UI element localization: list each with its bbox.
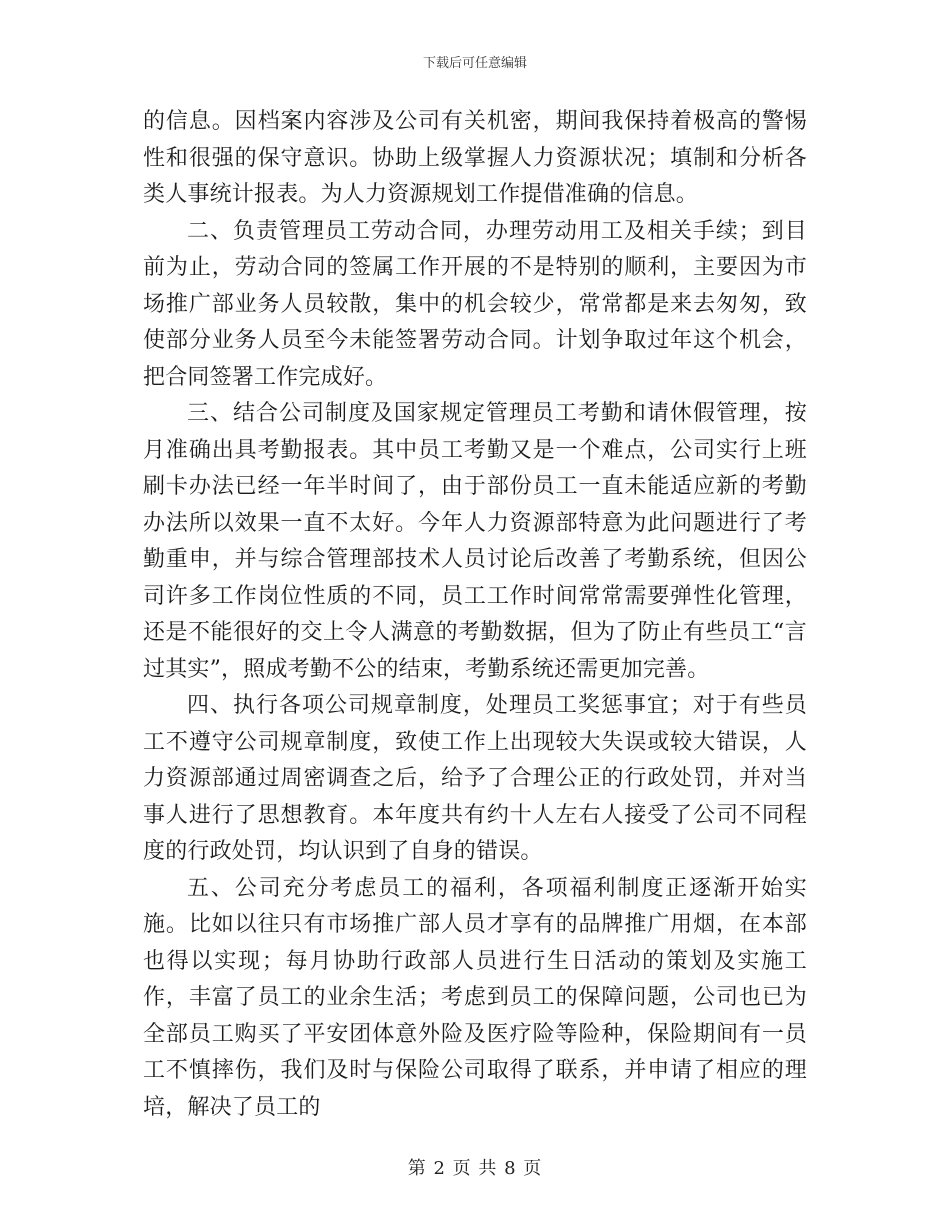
- paragraph: 二、负责管理员工劳动合同，办理劳动用工及相关手续；到目前为止，劳动合同的签属工作开展的不是特别的顺利，主要因为市场推广部业务人员较散，集中的机会较少，常常都是来去匆匆，致使部分业务人员至今未能签署劳动合同。计划争取过年这个机会，把合同签署工作完成好。: [143, 218, 807, 390]
- paragraph: 四、执行各项公司规章制度，处理员工奖惩事宜；对于有些员工不遵守公司规章制度，致使工作上出现较大失误或较大错误，人力资源部通过周密调查之后，给予了合理公正的行政处罚，并对当事人进行了思想教育。本年度共有约十人左右人接受了公司不同程度的行政处罚，均认识到了自身的错误。: [143, 693, 807, 864]
- page-header-note: 下载后可任意编辑: [422, 56, 527, 71]
- page-number-footer: 第 2 页 共 8 页: [407, 1158, 543, 1179]
- paragraph: 五、公司充分考虑员工的福利，各项福利制度正逐渐开始实施。比如以往只有市场推广部人员才享有的品牌推广用烟，在本部也得以实现；每月协助行政部人员进行生日活动的策划及实施工作，丰富了员工的业余生活；考虑到员工的保障问题，公司也已为全部员工购买了平安团体意外险及医疗险等险种，保险期间有一员工不慎摔伤，我们及时与保险公司取得了联系，并申请了相应的理培，解决了员工的: [143, 875, 807, 1120]
- paragraph: 的信息。因档案内容涉及公司有关机密，期间我保持着极高的警惕性和很强的保守意识。协助上级掌握人力资源状况；填制和分析各类人事统计报表。为人力资源规划工作提借准确的信息。: [143, 109, 807, 207]
- paragraph: 三、结合公司制度及国家规定管理员工考勤和请休假管理，按月准确出具考勤报表。其中员工考勤又是一个难点，公司实行上班刷卡办法已经一年半时间了，由于部份员工一直未能适应新的考勤办法所以效果一直不太好。今年人力资源部特意为此问题进行了考勤重申，并与综合管理部技术人员讨论后改善了考勤系统，但因公司许多工作岗位性质的不同，员工工作时间常常需要弹性化管理，还是不能很好的交上令人满意的考勤数据，但为了防止有些员工“言过其实”，照成考勤不公的结束，考勤系统还需更加完善。: [143, 401, 807, 682]
- document-body: [143, 104, 807, 1126]
